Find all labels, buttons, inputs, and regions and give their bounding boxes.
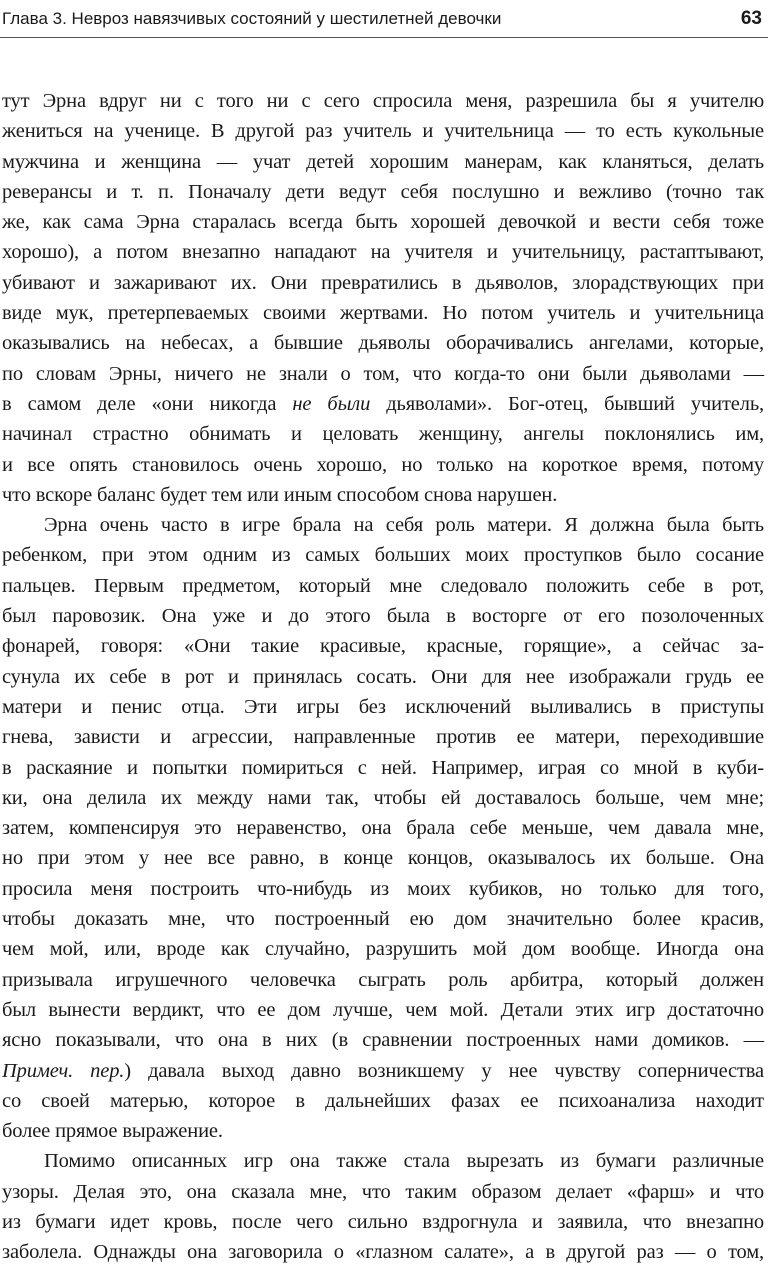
text-line-with-emphasis — [2, 1056, 764, 1086]
text-line: Помимо описанных игр она также стала вырезать из бумаги различные — [44, 1150, 764, 1173]
text-line: более прямое выражение. — [2, 1120, 223, 1143]
text-line: со своей матерью, которое в дальнейших фазах ее психоанализа находит — [2, 1089, 764, 1112]
text-line: начинал страстно обнимать и целовать женщину, ангелы поклонялись им, — [2, 423, 764, 446]
text-run: в самом деле «они никогда — [2, 392, 293, 415]
text-line: просила меня построить что-нибудь из моих кубиков, но только для того, — [2, 877, 764, 900]
text-line: в раскаяние и попытки помириться с ней. Например, играя со мной в куби- — [2, 756, 764, 779]
paragraph-2 — [2, 510, 764, 1146]
text-line: чем мой, или, вроде как случайно, разрушить мой дом вообще. Иногда она — [2, 938, 764, 961]
text-line: из бумаги идет кровь, после чего сильно вздрогнула и заявила, что внезапно — [2, 1210, 764, 1233]
text-line: гнева, зависти и агрессии, направленные против ее матери, переходившие — [2, 726, 764, 749]
text-line: хорошо), а потом внезапно нападают на учителя и учительницу, растаптывают, — [2, 241, 764, 264]
text-line: убивают и зажаривают их. Они превратились в дьяволов, злорадствующих при — [2, 271, 764, 294]
text-line: реверансы и т. п. Поначалу дети ведут себя послушно и вежливо (точно так — [2, 180, 764, 203]
text-line: но при этом у нее все равно, в конце концов, оказывалось их больше. Она — [2, 847, 764, 870]
emphasis-text: Примеч. пер. — [2, 1059, 125, 1082]
text-line: виде мук, претерпеваемых своими жертвами. Но потом учитель и учительница — [2, 302, 764, 325]
chapter-title: Глава 3. Невроз навязчивых состояний у шестилетней девочки — [2, 9, 502, 28]
text-line: ребенком, при этом одним из самых больших моих проступков было сосание — [2, 544, 764, 567]
header-rule — [0, 37, 768, 38]
text-line: был паровозик. Она уже и до этого была в восторге от его позолоченных — [2, 605, 764, 628]
emphasis-text: не были — [292, 392, 371, 415]
running-head — [2, 6, 764, 32]
text-run: дьяволами». Бог-отец, бывший учитель, — [370, 392, 764, 415]
text-line: фонарей, говоря: «Они такие красивые, красные, горящие», а сейчас за- — [2, 635, 764, 658]
text-line: ки, она делила их между нами так, чтобы ей доставалось больше, чем мне; — [2, 786, 764, 809]
text-line: мужчина и женщина — учат детей хорошим манерам, как кланяться, делать — [2, 150, 764, 173]
text-line: чтобы доказать мне, что построенный ею дом значительно более красив, — [2, 908, 764, 931]
text-line: Эрна очень часто в игре брала на себя роль матери. Я должна была быть — [44, 514, 764, 537]
text-line: сунула их себе в рот и принялась сосать. Они для нее изображали грудь ее — [2, 665, 764, 688]
text-line: ясно показывали, что она в них (в сравнении построенных нами домиков. — — [2, 1029, 764, 1052]
text-line: и все опять становилось очень хорошо, но только на короткое время, потому — [2, 453, 764, 476]
text-line-with-emphasis — [2, 389, 764, 419]
text-line: был вынести вердикт, что ее дом лучше, чем мой. Детали этих игр достаточно — [2, 998, 764, 1021]
text-line: жениться на ученице. В другой раз учитель и учительница — то есть кукольные — [2, 120, 764, 143]
page-number: 63 — [740, 8, 762, 29]
text-line: пальцев. Первым предметом, который мне следовало положить себе в рот, — [2, 574, 764, 597]
text-run: ) давала выход давно возникшему у нее чувству соперничества — [124, 1059, 765, 1082]
body-text — [2, 86, 764, 1268]
text-line: узоры. Делая это, она сказала мне, что таким образом делает «фарш» и что — [2, 1180, 764, 1203]
text-line: тут Эрна вдруг ни с того ни с сего спросила меня, разрешила бы я учителю — [2, 90, 764, 112]
text-line: матери и пенис отца. Эти игры без исключений выливались в приступы — [2, 695, 764, 718]
text-line: же, как сама Эрна старалась всегда быть хорошей девочкой и вести себя тоже — [2, 211, 764, 234]
text-line: оказывались на небесах, а бывшие дьяволы оборачивались ангелами, которые, — [2, 332, 764, 355]
text-line: заболела. Однажды она заговорила о «глазном салате», а в другой раз — о том, — [2, 1241, 764, 1264]
text-line: затем, компенсируя это неравенство, она брала себе меньше, чем давала мне, — [2, 817, 764, 840]
paragraph-3 — [2, 1146, 764, 1267]
text-line: призывала игрушечного человечка сыграть роль арбитра, который должен — [2, 968, 764, 991]
paragraph-1 — [2, 86, 764, 510]
text-line: что вскоре баланс будет тем или иным способом снова нарушен. — [2, 483, 558, 506]
text-line: по словам Эрны, ничего не знали о том, что когда-то они были дьяволами — — [2, 362, 764, 385]
